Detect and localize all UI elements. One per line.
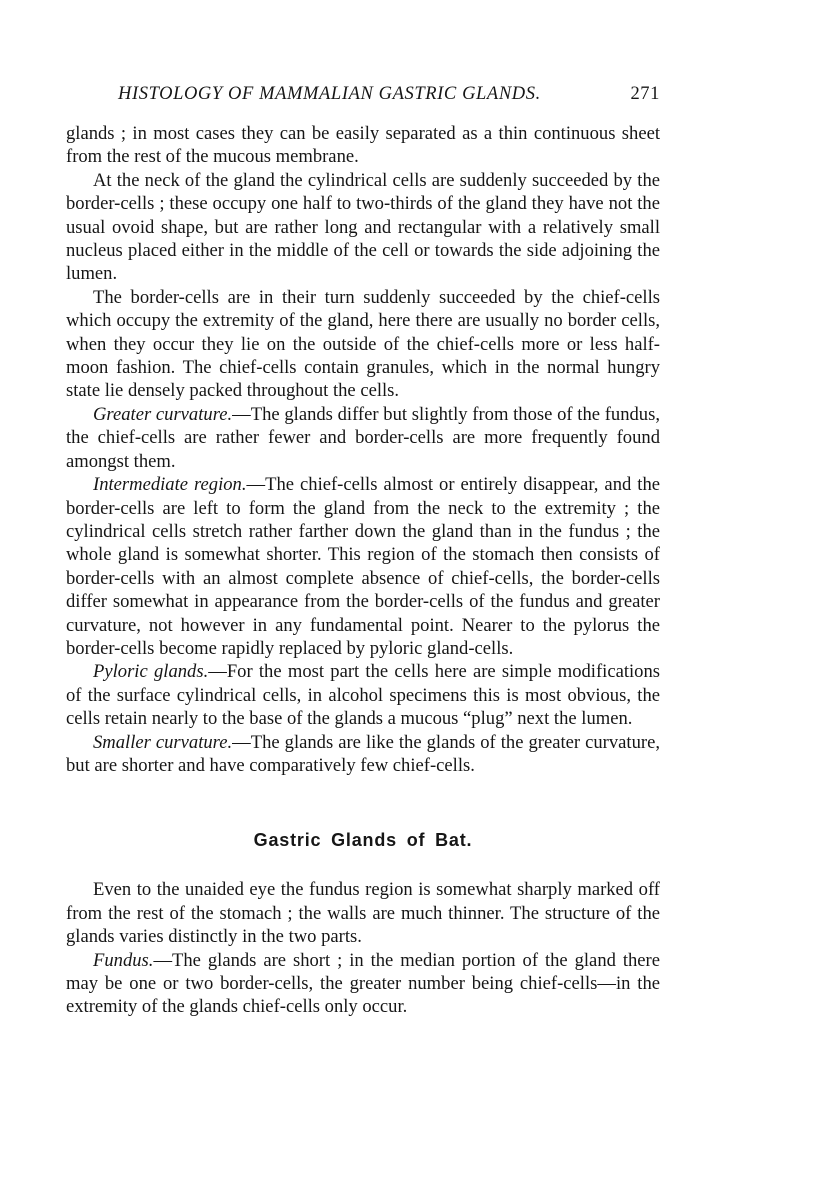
running-title: HISTOLOGY OF MAMMALIAN GASTRIC GLANDS. <box>118 84 541 104</box>
paragraph-text: Even to the unaided eye the fundus region is somewhat sharply marked off from the rest of the stomach ; the walls are much thinner. The structure of the glands varies distinctly in the two parts. <box>66 879 660 948</box>
page-number: 271 <box>630 84 660 104</box>
page <box>66 84 660 1019</box>
paragraph-border-cells <box>66 286 660 403</box>
running-head <box>66 84 660 112</box>
paragraph-fundus <box>66 949 660 1019</box>
paragraph-lead: Smaller curvature. <box>93 731 233 753</box>
paragraph-lead: Intermediate region. <box>93 474 247 496</box>
paragraph-text: —The glands are like the glands of the greater curvature, but are shorter and have comparatively few chief-cells. <box>66 731 660 776</box>
paragraph-lead: Greater curvature. <box>93 403 233 425</box>
paragraph-greater-curvature <box>66 403 660 473</box>
paragraph-text: —For the most part the cells here are simple modifications of the surface cylindrical cells, in alcohol specimens this is most obvious, the cells retain nearly to the base of the glands a mucous “plug” next the lumen. <box>66 661 660 730</box>
paragraph-smaller-curvature <box>66 731 660 778</box>
paragraph-continuation <box>66 122 660 169</box>
paragraph-text: glands ; in most cases they can be easily separated as a thin continuous sheet from the rest of the mucous membrane. <box>66 123 660 168</box>
paragraph-unaided-eye <box>66 878 660 948</box>
paragraph-intermediate-region <box>66 473 660 660</box>
paragraph-text: —The glands are short ; in the median portion of the gland there may be one or two border-cells, the greater number being chief-cells—in the extremity of the glands chief-cells only occur. <box>66 949 660 1018</box>
paragraph-text: The border-cells are in their turn suddenly succeeded by the chief-cells which occupy the extremity of the gland, here there are usually no border cells, when they occur they lie on the outside of the chief-cells more or less half-moon fashion. The chief-cells contain granules, which in the normal hungry state lie densely packed throughout the cells. <box>66 286 660 402</box>
paragraph-neck-of-gland <box>66 169 660 286</box>
paragraph-text: —The chief-cells almost or entirely disappear, and the border-cells are left to form the gland from the neck to the extremity ; the cylindrical cells stretch rather farther down the gland than in the fundus ; the whole gland is somewhat shorter. This region of the stomach then consists of border-cells with an almost complete absence of chief-cells, the border-cells differ somewhat in appearance from the border-cells of the fundus and greater curvature, not however in any fundamental point. Nearer to the pylorus the border-cells become rapidly replaced by pyloric gland-cells. <box>66 474 660 659</box>
paragraph-text: —The glands differ but slightly from those of the fundus, the chief-cells are rather fewer and border-cells are more frequently found amongst them. <box>66 403 660 472</box>
paragraph-pyloric-glands <box>66 660 660 730</box>
paragraph-lead: Pyloric glands. <box>93 661 209 683</box>
section-heading: Gastric Glands of Bat. <box>253 830 473 851</box>
paragraph-lead: Fundus. <box>93 949 154 971</box>
paragraph-text: At the neck of the gland the cylindrical cells are suddenly succeeded by the border-cells ; these occupy one half to two-thirds of the gland they have not the usual ovoid shape, but are rather long and rectangular with a relatively small nucleus placed either in the middle of the cell or towards the side adjoining the lumen. <box>66 169 660 285</box>
